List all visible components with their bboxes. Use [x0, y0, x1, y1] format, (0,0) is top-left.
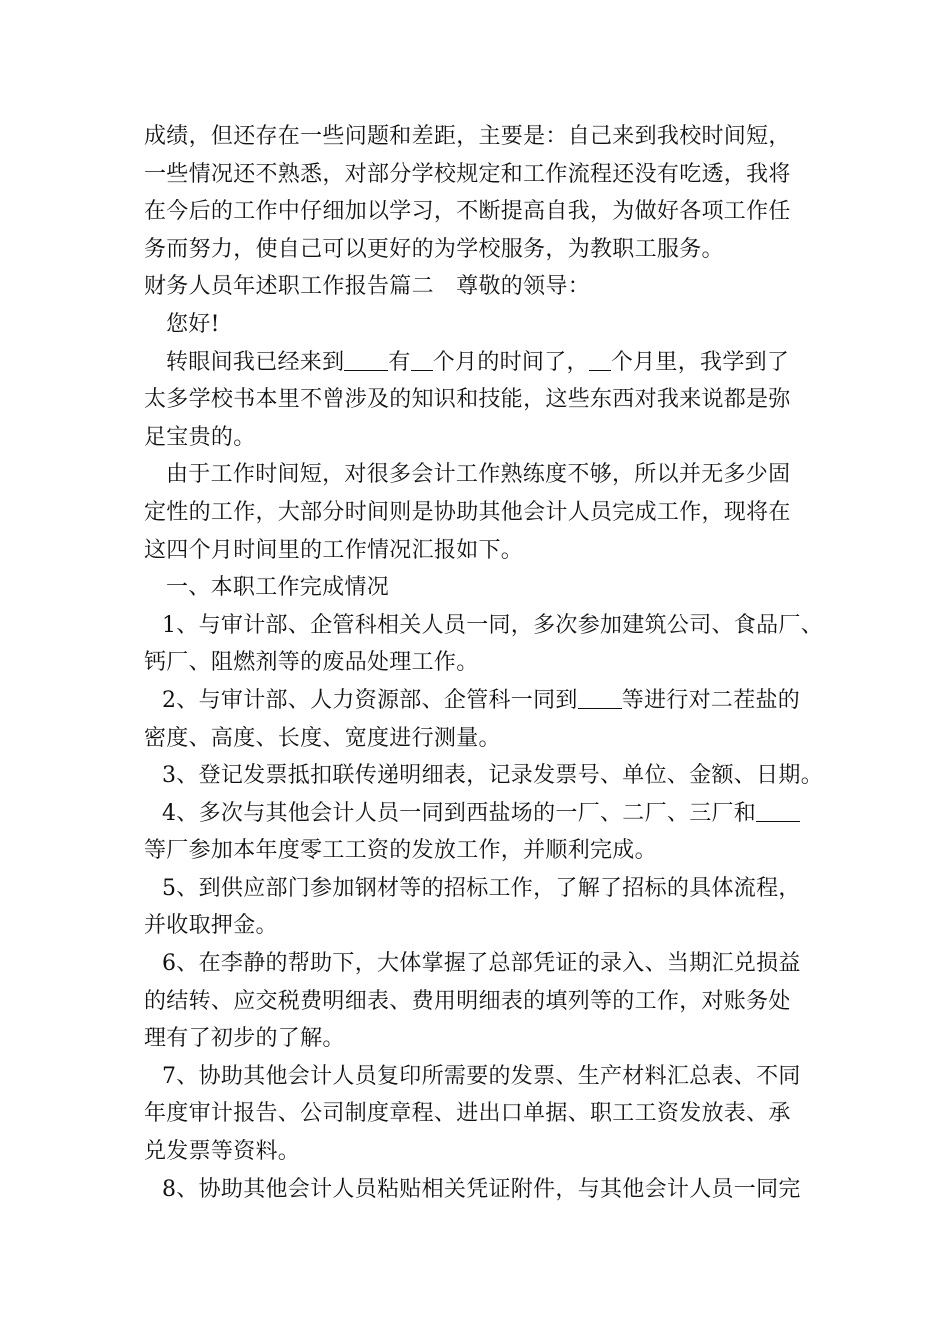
list-item: 8、协助其他会计人员粘贴相关凭证附件，与其他会计人员一同完: [162, 1176, 801, 1202]
text-line: 理有了初步的了解。: [144, 1026, 345, 1052]
text-segment: 等进行对二茬盐的: [621, 687, 801, 713]
list-item: [144, 795, 834, 833]
text-line: 在今后的工作中仔细加以学习，不断提高自我，为做好各项工作任: [144, 199, 791, 225]
text-line: 一些情况还不熟悉，对部分学校规定和工作流程还没有吃透，我将: [144, 161, 791, 187]
list-item: [144, 682, 834, 720]
text-line: 兑发票等资料。: [144, 1139, 301, 1165]
list-item: 7、协助其他会计人员复印所需要的发票、生产材料汇总表、不同: [162, 1063, 801, 1089]
text-line: 定性的工作，大部分时间则是协助其他会计人员完成工作，现将在: [144, 499, 791, 525]
fill-blank: [756, 799, 800, 822]
fill-blank: [344, 348, 388, 371]
text-line: 等厂参加本年度零工工资的发放工作，并顺利完成。: [144, 838, 657, 864]
list-item: 5、到供应部门参加钢材等的招标工作，了解了招标的具体流程，: [162, 875, 801, 901]
list-item: 3、登记发票抵扣联传递明细表，记录发票号、单位、金额、日期。: [162, 763, 823, 789]
text-segment: 个月的时间了，: [432, 349, 589, 375]
text-line: 年度审计报告、公司制度章程、进出口单据、职工工资发放表、承: [144, 1101, 791, 1127]
text-segment: 2、与审计部、人力资源部、企管科一同到: [162, 687, 578, 713]
list-item: 6、在李静的帮助下，大体掌握了总部凭证的录入、当期汇兑损益: [162, 951, 801, 977]
greeting: 您好!: [166, 311, 220, 337]
document-body: [144, 118, 834, 1208]
text-line: 的结转、应交税费明细表、费用明细表的填列等的工作，对账务处: [144, 988, 791, 1014]
text-line: [144, 344, 834, 382]
fill-blank: [578, 686, 622, 709]
text-line: 太多学校书本里不曾涉及的知识和技能，这些东西对我来说都是弥: [144, 387, 791, 413]
text-segment: 4、多次与其他会计人员一同到西盐场的一厂、二厂、三厂和: [162, 800, 757, 826]
text-line: 成绩，但还存在一些问题和差距，主要是：自己来到我校时间短，: [144, 124, 791, 149]
text-segment: 有: [388, 349, 411, 375]
text-segment: 个月里，我学到了: [610, 349, 790, 375]
text-line: 由于工作时间短，对很多会计工作熟练度不够，所以并无多少固: [166, 462, 791, 488]
text-line: 这四个月时间里的工作情况汇报如下。: [144, 537, 524, 563]
text-line: 务而努力，使自己可以更好的为学校服务，为教职工服务。: [144, 236, 724, 262]
section-heading: 财务人员年述职工作报告篇二 尊敬的领导：: [144, 274, 591, 300]
text-line: 密度、高度、长度、宽度进行测量。: [144, 725, 501, 751]
subsection-heading: 一、本职工作完成情况: [166, 575, 390, 601]
fill-blank: [589, 348, 611, 371]
text-segment: 转眼间我已经来到: [166, 349, 345, 375]
list-item: 1、与审计部、企管科相关人员一同，多次参加建筑公司、食品厂、: [162, 612, 823, 638]
text-line: 足宝贵的。: [144, 424, 256, 450]
fill-blank: [411, 348, 433, 371]
text-line: 钙厂、阻燃剂等的废品处理工作。: [144, 650, 479, 676]
text-line: 并收取押金。: [144, 913, 278, 939]
